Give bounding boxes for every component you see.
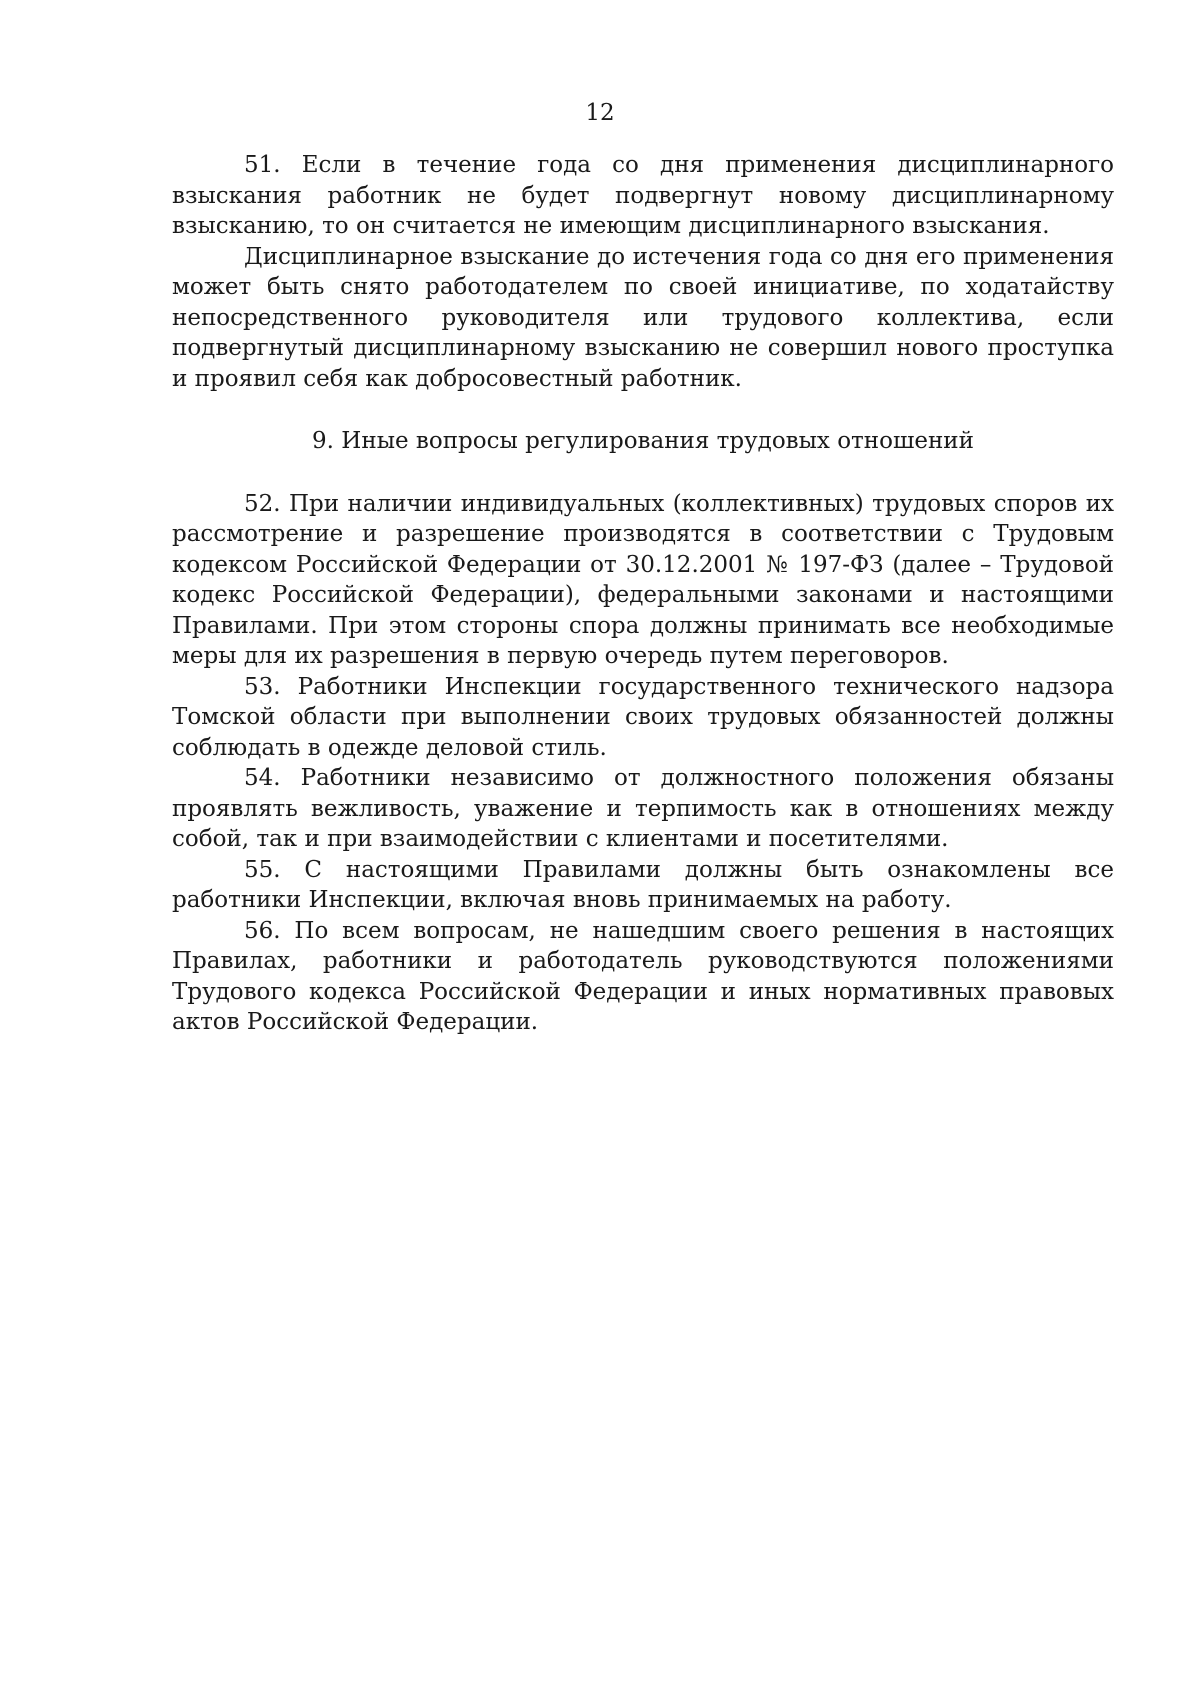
paragraph-53: 53. Работники Инспекции государственного технического надзора Томской области при выполнении своих трудовых обязанностей должны соблюдать в одежде деловой стиль. — [172, 673, 1114, 761]
section-heading: 9. Иные вопросы регулирования трудовых отношений — [312, 428, 974, 454]
page-number: 12 — [585, 100, 615, 126]
paragraph-52: 52. При наличии индивидуальных (коллективных) трудовых споров их рассмотрение и разрешение производятся в соответствии с Трудовым кодексом Российской Федерации от 30.12.2001 № 197-ФЗ (далее – Трудовой кодекс Российской Федерации), федеральными законами и настоящими Правилами. При этом стороны спора должны принимать все необходимые меры для их разрешения в первую очередь путем переговоров. — [172, 490, 1114, 669]
paragraph-55: 55. С настоящими Правилами должны быть ознакомлены все работники Инспекции, включая вновь принимаемых на работу. — [172, 856, 1114, 913]
paragraph-51: 51. Если в течение года со дня применения дисциплинарного взыскания работник не будет подвергнут новому дисциплинарному взысканию, то он считается не имеющим дисциплинарного взыскания. — [172, 152, 1114, 239]
paragraph-56: 56. По всем вопросам, не нашедшим своего решения в настоящих Правилах, работники и работодатель руководствуются положениями Трудового кодекса Российской Федерации и иных нормативных правовых актов Российской Федерации. — [172, 917, 1114, 1035]
paragraph-51-continuation: Дисциплинарное взыскание до истечения года со дня его применения может быть снято работодателем по своей инициативе, по ходатайству непосредственного руководителя или трудового коллектива, если подвергнутый дисциплинарному взысканию не совершил нового проступка и проявил себя как добросовестный работник. — [172, 243, 1114, 392]
paragraph-54: 54. Работники независимо от должностного положения обязаны проявлять вежливость, уважение и терпимость как в отношениях между собой, так и при взаимодействии с клиентами и посетителями. — [172, 765, 1114, 852]
document-body — [172, 150, 1114, 1038]
